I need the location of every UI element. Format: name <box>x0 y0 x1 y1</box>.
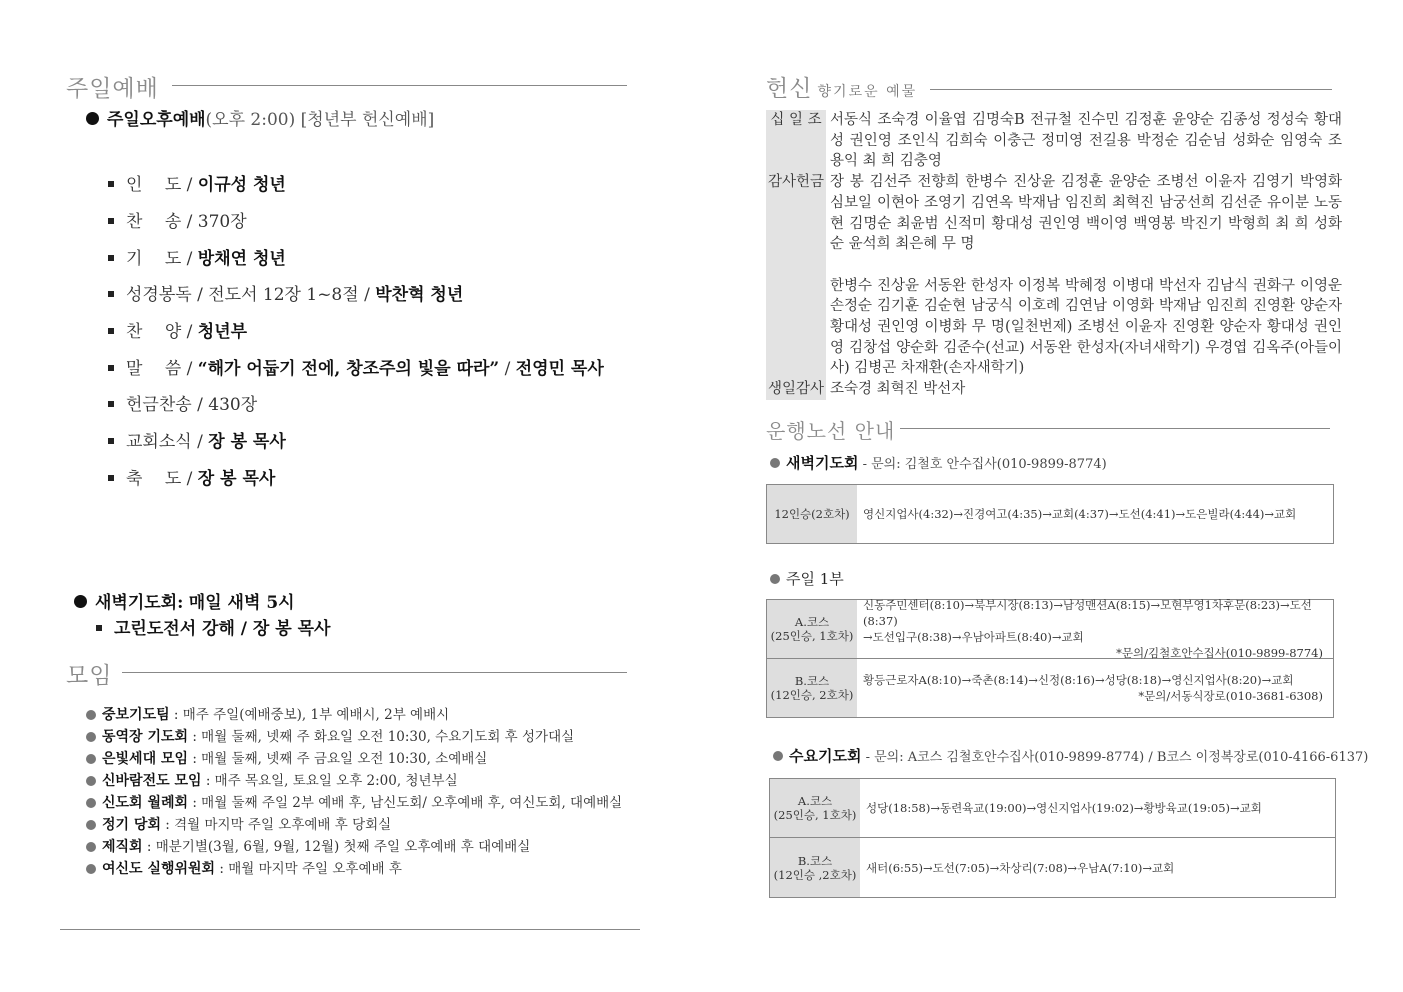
route-stops <box>857 600 1333 658</box>
divider <box>122 672 627 673</box>
bullet-icon <box>74 595 87 608</box>
meetings-section-title: 모임 <box>66 663 113 689</box>
worship-section-title: 주일예배 <box>66 76 159 102</box>
square-bullet-icon <box>108 438 114 444</box>
order-item-separator: / <box>358 285 376 305</box>
dawn-bus-contact: - 문의: 김철호 안수집사(010-9899-8774) <box>858 457 1107 472</box>
service-heading-row <box>86 105 434 130</box>
wed-bus-table <box>769 778 1336 898</box>
route-stops-line: 황등근로자A(8:10)→죽촌(8:14)→신정(8:16)→성당(8:18)→영신지업사(8:20)→교회 <box>863 673 1294 687</box>
offering-names: 조숙경 최혁진 박선자 <box>830 381 966 398</box>
route-vehicle <box>767 485 857 543</box>
bullet-icon <box>86 710 96 720</box>
sunday-bus-heading: 주일 1부 <box>786 570 844 588</box>
order-item-separator: / <box>181 249 198 269</box>
order-item-value: “해가 어둡기 전에, 창조주의 빛을 따라” <box>197 359 500 379</box>
order-item-separator: / <box>181 175 198 195</box>
dawn-bus-table <box>766 484 1334 544</box>
order-item-separator: / <box>181 212 198 232</box>
offering-names: 장 봉 김선주 전향희 한병수 진상윤 김정훈 윤양순 조병선 이윤자 김영기 박영화 심보일 이현아 조영기 김연옥 박재남 임진희 최혁진 남궁선희 김선준 유이분 노동현 김명순 최윤범 신적미 황대성 권인영 백이영 백영봉 박진기 박형희 최 희 성화순 윤석희 최은혜 무 명 <box>830 174 1342 253</box>
meeting-name: 은빛세대 모임 <box>102 751 189 767</box>
square-bullet-icon <box>108 475 114 481</box>
bus-section-title: 운행노선 안내 <box>766 419 896 443</box>
order-item-value: 전도서 12장 1~8절 <box>208 285 359 305</box>
order-item-person: 박찬혁 청년 <box>375 285 464 305</box>
dawn-prayer-heading: 새벽기도회: <box>95 593 184 613</box>
meeting-item <box>86 769 458 790</box>
meeting-item <box>86 813 391 834</box>
route-stops-line: 새터(6:55)→도선(7:05)→차상리(7:08)→우남A(7:10)→교회 <box>866 860 1175 875</box>
service-meta: (오후 2:00) [청년부 헌신예배] <box>205 110 435 130</box>
order-item <box>108 170 286 195</box>
route-row <box>767 485 1333 543</box>
route-vehicle <box>767 659 857 717</box>
route-vehicle-line: (12인승, 2호차) <box>770 688 854 702</box>
wed-bus-heading: 수요기도회 <box>789 747 862 765</box>
divider <box>172 85 627 86</box>
order-item-person: 전영민 목사 <box>515 359 604 379</box>
order-item-separator: / <box>181 359 198 379</box>
offering-label: 십 일 조 <box>766 110 826 172</box>
route-stops <box>860 779 1335 837</box>
meeting-desc: : 격월 마지막 주일 오후예배 후 당회실 <box>160 817 392 833</box>
square-bullet-icon <box>108 181 114 187</box>
divider <box>900 428 1330 429</box>
order-item-label: 찬 양 <box>126 322 182 342</box>
route-vehicle-line: A.코스 <box>794 615 830 629</box>
offering-names: 한병수 진상윤 서동완 한성자 이정복 박혜정 이병대 박선자 김남식 권화구 이영운 손정순 김기훈 김순현 남궁식 이호례 김연남 이영화 박재남 임진희 진영환 양순자 황대성 권인영 이병화 무 명(일천번제) 조병선 이윤자 진영환 양순자 황대성 권인영 김창섭 양순화 김준수(선교) 서동완 한성자(자녀새학기) 우경엽 김옥주(아들이사) 김병곤 차재환(손자새학기) <box>830 277 1342 377</box>
offering-row <box>766 255 1342 276</box>
square-bullet-icon <box>108 401 114 407</box>
route-vehicle-line: A.코스 <box>797 794 833 808</box>
meeting-item <box>86 835 530 856</box>
offering-row <box>766 110 1342 172</box>
order-item-label: 말 씀 <box>126 359 182 379</box>
meeting-desc: : 매월 마지막 주일 오후예배 후 <box>215 861 402 877</box>
offering-row <box>766 379 1342 400</box>
order-item-value: 방채연 청년 <box>197 249 286 269</box>
order-item <box>108 390 257 415</box>
square-bullet-icon <box>108 365 114 371</box>
meeting-name: 여신도 실행위원회 <box>102 861 216 877</box>
meeting-item <box>86 747 487 768</box>
order-item-separator: / <box>191 432 209 452</box>
bullet-icon <box>773 751 783 761</box>
service-heading: 주일오후예배 <box>107 110 206 130</box>
order-item <box>108 244 286 269</box>
route-vehicle <box>767 600 857 658</box>
route-contact-note: *문의/서동식장로(010-3681-6308) <box>1138 689 1323 703</box>
route-stops-line: →도선입구(8:38)→우남아파트(8:40)→교회 <box>863 630 1084 644</box>
bullet-icon <box>86 112 99 125</box>
square-bullet-icon <box>108 218 114 224</box>
order-item <box>108 280 463 305</box>
bullet-icon <box>86 864 96 874</box>
route-stops <box>857 485 1333 543</box>
route-stops <box>857 659 1333 717</box>
order-item <box>108 427 286 452</box>
meeting-item <box>86 857 402 878</box>
order-item-separator: / <box>181 469 198 489</box>
square-bullet-icon <box>108 255 114 261</box>
order-item-value: 이규성 청년 <box>197 175 286 195</box>
order-item-value: 430장 <box>208 395 258 415</box>
route-stops <box>860 838 1335 897</box>
meeting-name: 신도회 월례회 <box>102 795 189 811</box>
offering-names: 서동식 조숙경 이율엽 김명숙B 전규철 진수민 김정훈 윤양순 김종성 정성숙 황대성 권인영 조인식 김희숙 이충근 정미영 전길용 박정순 김순님 성화순 임영숙 조용익 최 희 김충영 <box>830 112 1342 170</box>
square-bullet-icon <box>108 291 114 297</box>
route-stops-line: 신동주민센터(8:10)→북부시장(8:13)→남성맨션A(8:15)→모현부영1차후문(8:23)→도선(8:37) <box>863 598 1312 628</box>
order-item-separator: / <box>181 322 198 342</box>
route-vehicle-line: B.코스 <box>794 674 830 688</box>
route-row <box>767 658 1333 717</box>
bullet-icon <box>86 842 96 852</box>
meeting-item <box>86 791 622 812</box>
route-vehicle <box>770 779 860 837</box>
bullet-icon <box>86 732 96 742</box>
route-vehicle-line: (25인승, 1호차) <box>773 808 857 822</box>
route-row <box>770 779 1335 837</box>
divider <box>930 89 1332 90</box>
route-stops-line: 영신지업사(4:32)→진경여고(4:35)→교회(4:37)→도선(4:41)→도은빌라(4:44)→교회 <box>863 507 1297 521</box>
sunday-bus-table <box>766 599 1334 718</box>
order-item-label: 성경봉독 <box>126 285 192 305</box>
meeting-desc: : 매월 둘째, 넷째 주 화요일 오전 10:30, 수요기도회 후 성가대실 <box>188 729 575 745</box>
order-item-value: 장 봉 목사 <box>208 432 286 452</box>
offering-section-subtitle: 향기로운 예물 <box>817 84 918 100</box>
sunday-bus-heading-row <box>770 568 844 589</box>
offering-row <box>766 172 1342 255</box>
bullet-icon <box>86 798 96 808</box>
offering-title-row <box>766 70 917 103</box>
meeting-item <box>86 703 449 724</box>
order-item-label: 기 도 <box>126 249 182 269</box>
order-item-label: 찬 송 <box>126 212 182 232</box>
wed-bus-contact: - 문의: A코스 김철호안수집사(010-9899-8774) / B코스 이정복장로(010-4166-6137) <box>861 750 1369 765</box>
meeting-item <box>86 725 574 746</box>
meeting-desc: : 매월 둘째 주일 2부 예배 후, 남신도회/ 오후예배 후, 여신도회, 대예배실 <box>188 795 623 811</box>
bullet-icon <box>86 776 96 786</box>
offering-label <box>766 255 826 276</box>
order-item <box>108 207 247 232</box>
dawn-prayer-sub: 고린도전서 강해 / 장 봉 목사 <box>114 619 331 639</box>
offering-names <box>826 255 1342 276</box>
footer-divider <box>60 929 640 930</box>
route-stops-line: 성당(18:58)→동련육교(19:00)→영신지업사(19:02)→황방육교(19:05)→교회 <box>866 801 1262 815</box>
offering-section-title: 헌신 <box>766 76 813 102</box>
order-item-value: 청년부 <box>197 322 248 342</box>
order-item-separator: / <box>499 359 516 379</box>
offering-label <box>766 276 826 380</box>
dawn-bus-heading: 새벽기도회 <box>786 454 859 472</box>
order-item-separator: / <box>191 285 209 305</box>
meeting-name: 제직회 <box>102 839 143 855</box>
meeting-desc: : 매분기별(3월, 6월, 9월, 12월) 첫째 주일 오후예배 후 대예배실 <box>142 839 531 855</box>
order-item-separator: / <box>191 395 209 415</box>
order-item-label: 축 도 <box>126 469 182 489</box>
bullet-icon <box>770 458 780 468</box>
offering-list <box>766 110 1342 400</box>
order-item-label: 인 도 <box>126 175 182 195</box>
meeting-name: 정기 당회 <box>102 817 161 833</box>
dawn-bus-heading-row <box>770 452 1107 473</box>
order-item-value: 장 봉 목사 <box>197 469 276 489</box>
dawn-prayer-row <box>74 588 295 613</box>
bullet-icon <box>770 574 780 584</box>
route-row <box>770 837 1335 897</box>
bullet-icon <box>86 820 96 830</box>
offering-label: 감사헌금 <box>766 172 826 255</box>
dawn-prayer-sub-row <box>96 614 330 639</box>
meeting-name: 신바람전도 모임 <box>102 773 202 789</box>
order-item <box>108 354 604 379</box>
meeting-desc: : 매월 둘째, 넷째 주 금요일 오전 10:30, 소예배실 <box>188 751 488 767</box>
route-vehicle-line: (12인승 ,2호차) <box>773 867 857 882</box>
wed-bus-heading-row <box>773 745 1368 766</box>
route-contact-note: *문의/김철호안수집사(010-9899-8774) <box>1116 646 1323 660</box>
route-vehicle-line: 12인승(2호차) <box>774 507 850 521</box>
meeting-name: 동역장 기도회 <box>102 729 189 745</box>
route-row <box>767 600 1333 658</box>
route-vehicle-line: B.코스 <box>797 853 833 868</box>
order-item-value: 370장 <box>197 212 247 232</box>
route-vehicle <box>770 838 860 897</box>
meeting-name: 중보기도팀 <box>102 707 170 723</box>
meeting-desc: : 매주 목요일, 토요일 오후 2:00, 청년부실 <box>201 773 458 789</box>
offering-row <box>766 276 1342 380</box>
meeting-desc: : 매주 주일(예배중보), 1부 예배시, 2부 예배시 <box>169 707 450 723</box>
square-bullet-icon <box>108 328 114 334</box>
order-item-label: 교회소식 <box>126 432 192 452</box>
square-bullet-icon <box>96 625 102 631</box>
bullet-icon <box>86 754 96 764</box>
order-item <box>108 464 275 489</box>
route-vehicle-line: (25인승, 1호차) <box>770 629 854 643</box>
order-item <box>108 317 247 342</box>
dawn-prayer-time: 매일 새벽 5시 <box>188 593 295 613</box>
order-item-label: 헌금찬송 <box>126 395 192 415</box>
offering-label: 생일감사 <box>766 379 826 400</box>
